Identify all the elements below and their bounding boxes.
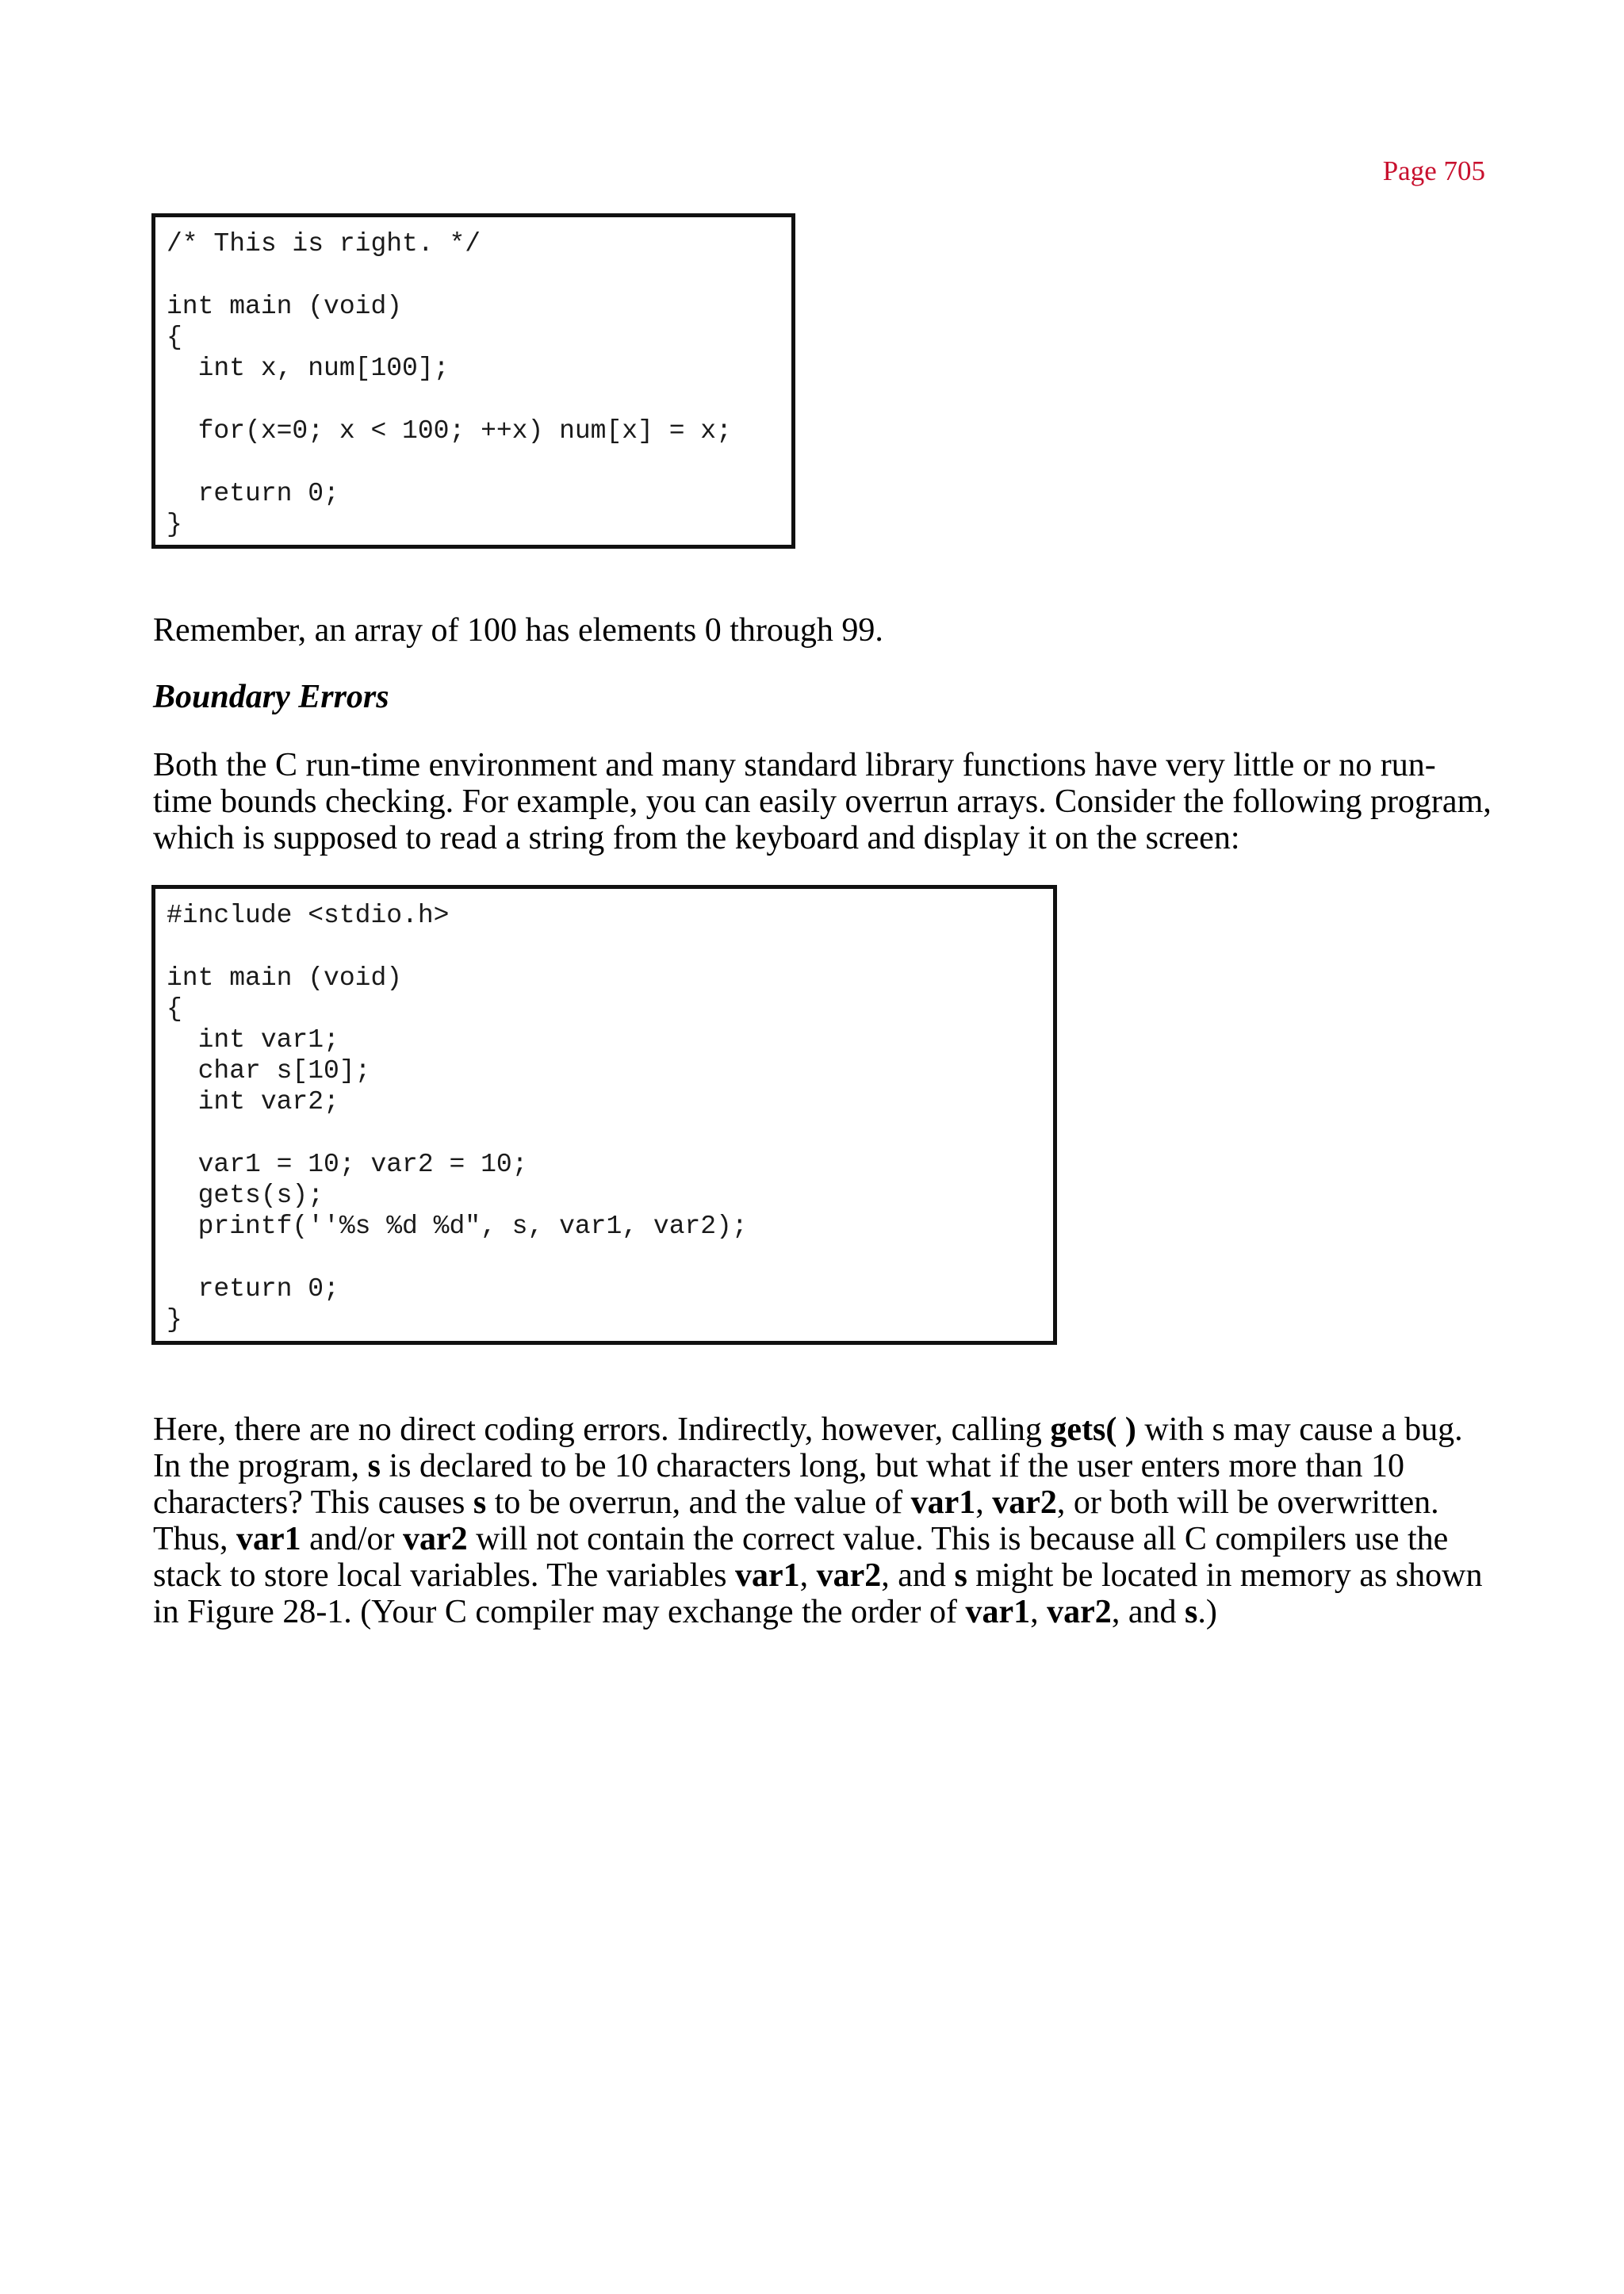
code-listing — [167, 228, 791, 540]
code-line: } — [167, 510, 182, 539]
code-line: int var1; — [167, 1025, 339, 1055]
text-run: , — [799, 1557, 817, 1594]
bold-term: var2 — [992, 1484, 1057, 1521]
code-line: int var2; — [167, 1087, 339, 1116]
code-blank-line — [167, 931, 1053, 963]
code-line: char s[10]; — [167, 1056, 371, 1086]
code-line: int main (void) — [167, 292, 403, 321]
code-line: /* This is right. */ — [167, 229, 481, 259]
bold-term: var2 — [1047, 1594, 1112, 1630]
code-block-right-version — [151, 213, 795, 549]
code-block-overrun-example — [151, 885, 1057, 1345]
text-run: , and — [881, 1557, 955, 1594]
bold-term: var2 — [402, 1521, 468, 1557]
bold-term: var1 — [910, 1484, 976, 1521]
bold-term: s — [367, 1448, 381, 1484]
text-run: , — [975, 1484, 993, 1521]
code-line: { — [167, 994, 182, 1024]
code-line: for(x=0; x < 100; ++x) num[x] = x; — [167, 416, 732, 446]
page-number: Page 705 — [1382, 155, 1485, 186]
text-run: is declared to be 10 characters long, but what if the user enters more than 10 characters? This causes — [153, 1448, 1405, 1521]
bold-term: var1 — [965, 1594, 1031, 1630]
code-line: gets(s); — [167, 1181, 324, 1210]
text-run: , — [1030, 1594, 1048, 1630]
code-line: } — [167, 1305, 182, 1335]
paragraph-remember: Remember, an array of 100 has elements 0 through 99. — [153, 612, 883, 649]
code-line: int x, num[100]; — [167, 354, 450, 383]
section-heading-boundary-errors: Boundary Errors — [153, 679, 389, 715]
text-run: with s may cause a bug. In the program, — [153, 1411, 1463, 1484]
text-run: , or both will be overwritten. Thus, — [153, 1484, 1439, 1557]
code-blank-line — [167, 446, 791, 478]
code-line: printf(''%s %d %d", s, var1, var2); — [167, 1212, 748, 1241]
text-run: to be overrun, and the value of — [486, 1484, 911, 1521]
code-line: #include <stdio.h> — [167, 901, 450, 930]
code-blank-line — [167, 259, 791, 291]
code-blank-line — [167, 384, 791, 416]
bold-term: var2 — [816, 1557, 882, 1594]
bold-term: var1 — [734, 1557, 800, 1594]
text-run: and/or — [301, 1521, 403, 1557]
bold-term: gets( ) — [1050, 1411, 1136, 1448]
text-run: .) — [1197, 1594, 1217, 1630]
code-line: var1 = 10; var2 = 10; — [167, 1150, 528, 1179]
bold-term: var1 — [236, 1521, 301, 1557]
paragraph-gets-explanation — [153, 1411, 1493, 1630]
code-listing — [167, 900, 1053, 1335]
code-line: return 0; — [167, 479, 339, 508]
text-run: will not contain the correct value. This is because all C compilers use the stack to store local variables. The variables — [153, 1521, 1449, 1594]
code-blank-line — [167, 1242, 1053, 1273]
text-run: might be located in memory as shown in Figure 28-1. (Your C compiler may exchange the order of — [153, 1557, 1483, 1630]
text-run: , and — [1111, 1594, 1185, 1630]
paragraph-bounds-checking: Both the C run-time environment and many standard library functions have very little or no run-time bounds checking. For example, you can easily overrun arrays. Consider the following program, which is supposed to read a string from the keyboard and display it on the screen: — [153, 747, 1492, 856]
bold-term: s — [473, 1484, 487, 1521]
code-line: return 0; — [167, 1274, 339, 1304]
bold-term: s — [954, 1557, 967, 1594]
bold-term: s — [1184, 1594, 1198, 1630]
code-line: { — [167, 323, 182, 352]
code-blank-line — [167, 1117, 1053, 1149]
code-line: int main (void) — [167, 963, 403, 993]
text-run: Here, there are no direct coding errors. Indirectly, however, calling — [153, 1411, 1051, 1448]
